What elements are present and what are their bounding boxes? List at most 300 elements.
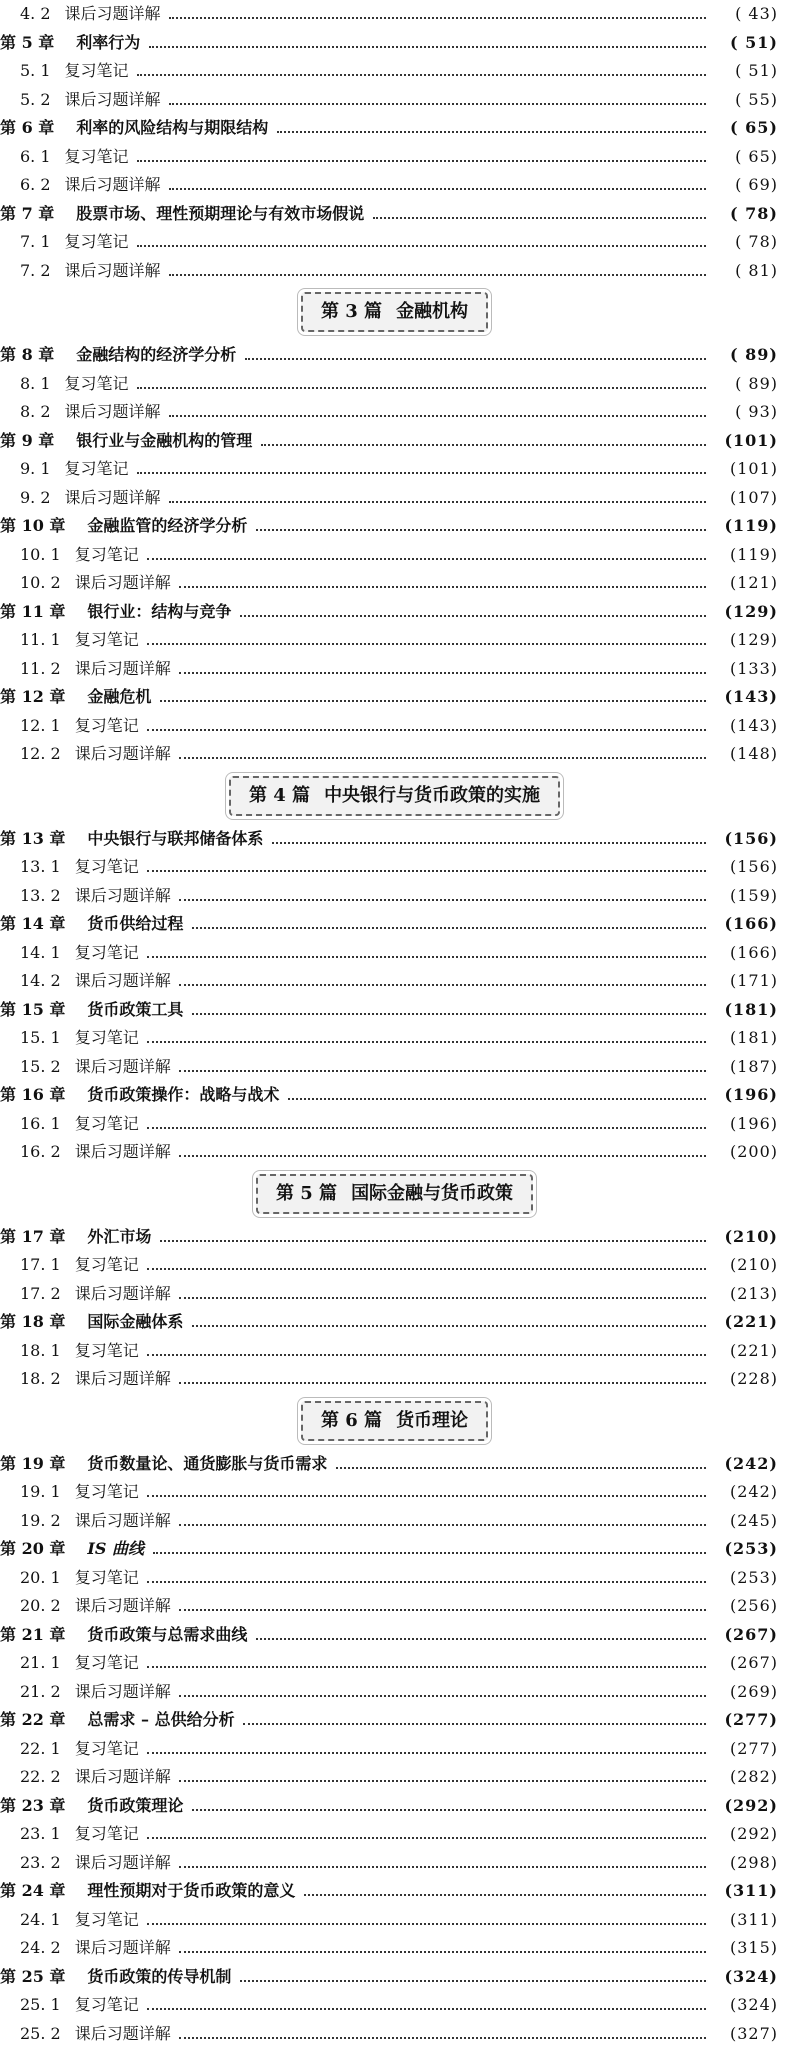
section-number: 5. 1 xyxy=(20,61,51,80)
leader-dots xyxy=(256,1621,706,1649)
page-number: ( 93) xyxy=(735,402,778,421)
page-number: (187) xyxy=(729,1056,778,1076)
toc-section-row[interactable] xyxy=(0,257,790,285)
entry-label xyxy=(0,143,129,171)
chapter-number: 第 17 章 xyxy=(0,1226,66,1246)
entry-label xyxy=(0,1081,279,1109)
toc-section-row[interactable] xyxy=(0,712,790,740)
entry-label xyxy=(0,1365,171,1393)
section-title: 复习笔记 xyxy=(74,857,139,876)
entry-label xyxy=(0,569,171,597)
leader-dots xyxy=(147,1564,706,1592)
toc-chapter-row[interactable] xyxy=(0,341,790,369)
chapter-title: 货币政策的传导机制 xyxy=(87,1966,232,1986)
entry-label xyxy=(0,1621,247,1649)
section-title: 课后习题详解 xyxy=(64,402,161,421)
section-number: 5. 2 xyxy=(20,89,51,109)
leader-dots xyxy=(179,882,706,910)
entry-label xyxy=(0,1280,171,1308)
section-number: 14. 1 xyxy=(20,942,61,962)
page-number: (242) xyxy=(724,1453,778,1473)
toc-section-row[interactable] xyxy=(0,1649,790,1677)
chapter-number: 第 5 章 xyxy=(0,32,55,52)
chapter-number: 第 13 章 xyxy=(0,828,66,848)
page-number: (315) xyxy=(729,1938,778,1957)
toc-chapter-row[interactable] xyxy=(0,1535,790,1563)
toc-chapter-row[interactable] xyxy=(0,200,790,228)
toc-section-row[interactable] xyxy=(0,86,790,114)
chapter-title: 金融结构的经济学分析 xyxy=(76,345,237,364)
toc-section-row[interactable] xyxy=(0,1934,790,1962)
chapter-title: 货币供给过程 xyxy=(87,914,184,933)
page-number: (210) xyxy=(724,1226,778,1246)
page-number: ( 89) xyxy=(735,373,778,393)
toc-section-row[interactable] xyxy=(0,939,790,967)
entry-label xyxy=(0,683,151,711)
leader-dots xyxy=(243,1706,706,1734)
section-number: 20. 1 xyxy=(20,1567,61,1587)
page-number: (245) xyxy=(729,1510,778,1530)
chapter-number: 第 9 章 xyxy=(0,430,55,450)
section-number: 19. 1 xyxy=(20,1482,61,1501)
toc-chapter-row[interactable] xyxy=(0,1450,790,1478)
entry-label xyxy=(0,598,231,626)
toc-chapter-row[interactable] xyxy=(0,683,790,711)
chapter-title: 总需求 – 总供给分析 xyxy=(87,1710,235,1729)
section-title: 复习笔记 xyxy=(64,373,129,393)
chapter-title: 银行业：结构与竞争 xyxy=(87,601,232,621)
page-number: ( 89) xyxy=(730,345,778,364)
leader-dots xyxy=(179,2020,706,2048)
page-number: (143) xyxy=(729,715,778,735)
page-number: (277) xyxy=(724,1710,778,1729)
section-title: 课后习题详解 xyxy=(74,1056,171,1076)
section-number: 13. 1 xyxy=(20,857,61,876)
leader-dots xyxy=(261,427,706,455)
leader-dots xyxy=(169,484,706,512)
leader-dots xyxy=(256,512,706,540)
toc-chapter-row[interactable] xyxy=(0,1963,790,1991)
chapter-title: 银行业与金融机构的管理 xyxy=(76,430,253,450)
section-title: 复习笔记 xyxy=(64,61,129,80)
entry-label xyxy=(0,626,139,654)
chapter-number: 第 6 章 xyxy=(0,118,55,137)
part-heading xyxy=(0,1401,790,1443)
leader-dots xyxy=(169,257,706,285)
section-number: 18. 2 xyxy=(20,1369,61,1388)
section-title: 课后习题详解 xyxy=(74,971,171,990)
page-number: (282) xyxy=(729,1767,778,1786)
toc-section-row[interactable] xyxy=(0,228,790,256)
section-title: 复习笔记 xyxy=(74,1995,139,2014)
section-title: 课后习题详解 xyxy=(64,89,161,109)
page-number: (119) xyxy=(729,544,778,564)
toc-section-row[interactable] xyxy=(0,1849,790,1877)
page-number: (221) xyxy=(724,1312,778,1331)
section-title: 复习笔记 xyxy=(64,146,129,166)
page-number: (181) xyxy=(724,999,778,1019)
toc-section-row[interactable] xyxy=(0,1678,790,1706)
toc-chapter-row[interactable] xyxy=(0,427,790,455)
part-heading xyxy=(0,776,790,818)
section-number: 25. 2 xyxy=(20,2023,61,2043)
toc-section-row[interactable] xyxy=(0,882,790,910)
entry-label xyxy=(0,1849,171,1877)
entry-label xyxy=(0,1678,171,1706)
toc-section-row[interactable] xyxy=(0,541,790,569)
leader-dots xyxy=(272,825,706,853)
leader-dots xyxy=(137,370,706,398)
leader-dots xyxy=(147,712,706,740)
page-number: (221) xyxy=(729,1340,778,1360)
entry-label xyxy=(0,370,129,398)
entry-label xyxy=(0,114,268,142)
toc-section-row[interactable] xyxy=(0,1763,790,1791)
section-number: 22. 2 xyxy=(20,1767,61,1786)
toc-section-row[interactable] xyxy=(0,484,790,512)
toc-section-row[interactable] xyxy=(0,1024,790,1052)
part-number: 第 4 篇 xyxy=(249,784,311,806)
entry-label xyxy=(0,171,161,199)
leader-dots xyxy=(288,1081,706,1109)
toc-section-row[interactable] xyxy=(0,1110,790,1138)
chapter-title: 外汇市场 xyxy=(87,1226,152,1246)
leader-dots xyxy=(245,341,706,369)
leader-dots xyxy=(179,1763,706,1791)
entry-label xyxy=(0,427,252,455)
leader-dots xyxy=(240,598,706,626)
section-number: 8. 1 xyxy=(20,373,51,393)
leader-dots xyxy=(147,939,706,967)
toc-chapter-row[interactable] xyxy=(0,1081,790,1109)
leader-dots xyxy=(169,398,706,426)
leader-dots xyxy=(160,1223,706,1251)
toc-section-row[interactable] xyxy=(0,398,790,426)
page-number: (156) xyxy=(729,857,778,876)
toc-chapter-row[interactable] xyxy=(0,598,790,626)
entry-label xyxy=(0,1507,171,1535)
toc-section-row[interactable] xyxy=(0,740,790,768)
leader-dots xyxy=(160,683,706,711)
leader-dots xyxy=(147,1337,706,1365)
chapter-number: 第 15 章 xyxy=(0,999,66,1019)
leader-dots xyxy=(336,1450,706,1478)
part-number: 第 3 篇 xyxy=(321,301,383,322)
leader-dots xyxy=(147,1478,706,1506)
leader-dots xyxy=(192,1308,706,1336)
toc-section-row[interactable] xyxy=(0,455,790,483)
page-number: (129) xyxy=(724,601,778,621)
entry-label xyxy=(0,1763,171,1791)
chapter-title: 金融危机 xyxy=(87,687,152,706)
leader-dots xyxy=(192,996,706,1024)
leader-dots xyxy=(147,1735,706,1763)
page-number: ( 78) xyxy=(730,203,778,223)
toc-section-row[interactable] xyxy=(0,1138,790,1166)
section-title: 课后习题详解 xyxy=(74,1142,171,1161)
page-number: (327) xyxy=(729,2023,778,2043)
toc-section-row[interactable] xyxy=(0,1564,790,1592)
toc-section-row[interactable] xyxy=(0,1053,790,1081)
toc-section-row[interactable] xyxy=(0,626,790,654)
entry-label xyxy=(0,1906,139,1934)
page-number: (256) xyxy=(729,1596,778,1615)
leader-dots xyxy=(169,171,706,199)
page-number: (119) xyxy=(724,516,778,535)
section-title: 课后习题详解 xyxy=(74,1369,171,1388)
part-heading-box xyxy=(256,1174,533,1214)
page-number: (143) xyxy=(724,687,778,706)
part-heading-box xyxy=(229,776,560,816)
entry-label xyxy=(0,967,171,995)
page-number: (166) xyxy=(724,914,778,933)
section-number: 24. 1 xyxy=(20,1909,61,1929)
page-number: ( 51) xyxy=(735,61,778,80)
page-number: (311) xyxy=(724,1881,778,1900)
toc-section-row[interactable] xyxy=(0,57,790,85)
entry-label xyxy=(0,0,161,28)
page-number: (267) xyxy=(729,1653,778,1672)
entry-label xyxy=(0,996,183,1024)
entry-label xyxy=(0,939,139,967)
section-number: 25. 1 xyxy=(20,1995,61,2014)
toc-section-row[interactable] xyxy=(0,1280,790,1308)
chapter-number: 第 25 章 xyxy=(0,1966,66,1986)
section-title: 复习笔记 xyxy=(74,1653,139,1672)
section-number: 13. 2 xyxy=(20,885,61,905)
toc-section-row[interactable] xyxy=(0,1906,790,1934)
section-title: 复习笔记 xyxy=(74,1909,139,1929)
toc-chapter-row[interactable] xyxy=(0,29,790,57)
page-number: (148) xyxy=(729,744,778,763)
page-number: (101) xyxy=(729,459,778,478)
page-number: (181) xyxy=(729,1028,778,1047)
toc-chapter-row[interactable] xyxy=(0,1706,790,1734)
page-number: (196) xyxy=(724,1085,778,1104)
toc-chapter-row[interactable] xyxy=(0,1621,790,1649)
entry-label xyxy=(0,1478,139,1506)
chapter-title: 货币政策操作：战略与战术 xyxy=(87,1085,280,1104)
entry-label xyxy=(0,1138,171,1166)
toc-section-row[interactable] xyxy=(0,1991,790,2019)
leader-dots xyxy=(149,29,706,57)
section-title: 复习笔记 xyxy=(74,1340,139,1360)
toc-section-row[interactable] xyxy=(0,1478,790,1506)
toc-section-row[interactable] xyxy=(0,655,790,683)
toc-chapter-row[interactable] xyxy=(0,512,790,540)
entry-label xyxy=(0,1251,139,1279)
entry-label xyxy=(0,1649,139,1677)
chapter-title: 货币政策与总需求曲线 xyxy=(87,1624,248,1644)
chapter-number: 第 24 章 xyxy=(0,1881,66,1900)
toc-chapter-row[interactable] xyxy=(0,825,790,853)
section-number: 6. 1 xyxy=(20,146,51,166)
section-number: 14. 2 xyxy=(20,971,61,990)
toc-chapter-row[interactable] xyxy=(0,910,790,938)
leader-dots xyxy=(179,1138,706,1166)
chapter-number: 第 22 章 xyxy=(0,1710,66,1729)
entry-label xyxy=(0,86,161,114)
section-title: 复习笔记 xyxy=(74,1028,139,1047)
toc-section-row[interactable] xyxy=(0,1251,790,1279)
page-number: (196) xyxy=(729,1113,778,1133)
page-number: (269) xyxy=(729,1681,778,1701)
section-number: 10. 2 xyxy=(20,573,61,592)
toc-section-row[interactable] xyxy=(0,1592,790,1620)
leader-dots xyxy=(137,455,706,483)
toc-section-row[interactable] xyxy=(0,1337,790,1365)
entry-label xyxy=(0,398,161,426)
leader-dots xyxy=(304,1877,706,1905)
toc-section-row[interactable] xyxy=(0,143,790,171)
toc-section-row[interactable] xyxy=(0,2020,790,2048)
section-number: 11. 1 xyxy=(20,630,61,649)
toc-chapter-row[interactable] xyxy=(0,114,790,142)
page-number: (324) xyxy=(729,1995,778,2014)
entry-label xyxy=(0,825,263,853)
leader-dots xyxy=(147,626,706,654)
section-title: 复习笔记 xyxy=(74,630,139,649)
chapter-title: 利率的风险结构与期限结构 xyxy=(76,118,269,137)
chapter-number: 第 20 章 xyxy=(0,1539,66,1558)
part-title: 中央银行与货币政策的实施 xyxy=(324,784,541,806)
entry-label xyxy=(0,1564,139,1592)
entry-label xyxy=(0,455,129,483)
part-number: 第 6 篇 xyxy=(321,1409,383,1431)
section-title: 复习笔记 xyxy=(74,1824,139,1843)
toc-chapter-row[interactable] xyxy=(0,1223,790,1251)
section-number: 24. 2 xyxy=(20,1938,61,1957)
leader-dots xyxy=(137,228,706,256)
chapter-number: 第 10 章 xyxy=(0,516,66,535)
section-number: 12. 1 xyxy=(20,715,61,735)
section-title: 课后习题详解 xyxy=(64,175,161,194)
toc-chapter-row[interactable] xyxy=(0,1308,790,1336)
entry-label xyxy=(0,228,129,256)
leader-dots xyxy=(169,86,706,114)
page-number: ( 69) xyxy=(735,175,778,194)
toc-section-row[interactable] xyxy=(0,0,790,28)
section-number: 22. 1 xyxy=(20,1738,61,1758)
leader-dots xyxy=(179,1678,706,1706)
leader-dots xyxy=(147,1906,706,1934)
toc-section-row[interactable] xyxy=(0,1507,790,1535)
page-number: (311) xyxy=(729,1909,778,1929)
section-number: 10. 1 xyxy=(20,544,61,564)
entry-label xyxy=(0,1110,139,1138)
chapter-number: 第 7 章 xyxy=(0,203,55,223)
entry-label xyxy=(0,655,171,683)
section-number: 16. 2 xyxy=(20,1142,61,1161)
leader-dots xyxy=(147,1251,706,1279)
section-number: 19. 2 xyxy=(20,1510,61,1530)
page-number: (253) xyxy=(729,1567,778,1587)
page-number: (228) xyxy=(729,1369,778,1388)
section-title: 复习笔记 xyxy=(74,544,139,564)
leader-dots xyxy=(179,1507,706,1535)
toc-section-row[interactable] xyxy=(0,171,790,199)
section-title: 复习笔记 xyxy=(64,232,129,251)
section-number: 20. 2 xyxy=(20,1596,61,1615)
toc-section-row[interactable] xyxy=(0,569,790,597)
leader-dots xyxy=(169,0,706,28)
page-number: ( 43) xyxy=(735,4,778,23)
toc-section-row[interactable] xyxy=(0,1735,790,1763)
leader-dots xyxy=(179,569,706,597)
entry-label xyxy=(0,1706,235,1734)
section-title: 复习笔记 xyxy=(64,459,129,478)
section-title: 课后习题详解 xyxy=(74,573,171,592)
section-title: 复习笔记 xyxy=(74,1482,139,1501)
entry-label xyxy=(0,1053,171,1081)
page-number: (324) xyxy=(724,1966,778,1986)
toc-section-row[interactable] xyxy=(0,967,790,995)
leader-dots xyxy=(192,1792,706,1820)
leader-dots xyxy=(192,910,706,938)
entry-label xyxy=(0,1223,151,1251)
toc-section-row[interactable] xyxy=(0,853,790,881)
section-title: 课后习题详解 xyxy=(74,1681,171,1701)
leader-dots xyxy=(179,1280,706,1308)
entry-label xyxy=(0,1963,231,1991)
part-heading xyxy=(0,292,790,334)
section-title: 复习笔记 xyxy=(74,1113,139,1133)
page-number: ( 65) xyxy=(735,146,778,166)
page-number: ( 78) xyxy=(735,232,778,251)
section-title: 课后习题详解 xyxy=(64,487,161,507)
entry-label xyxy=(0,257,161,285)
section-title: 课后习题详解 xyxy=(74,744,171,763)
toc-chapter-row[interactable] xyxy=(0,1792,790,1820)
leader-dots xyxy=(137,143,706,171)
part-title: 货币理论 xyxy=(396,1409,469,1431)
chapter-number: 第 18 章 xyxy=(0,1312,66,1331)
leader-dots xyxy=(147,1649,706,1677)
chapter-title: IS 曲线 xyxy=(87,1539,145,1558)
chapter-number: 第 23 章 xyxy=(0,1795,66,1815)
toc-section-row[interactable] xyxy=(0,1820,790,1848)
page-number: (133) xyxy=(729,658,778,678)
page-number: (242) xyxy=(729,1482,778,1501)
section-number: 8. 2 xyxy=(20,402,51,421)
page-number: (292) xyxy=(729,1824,778,1843)
page-number: (121) xyxy=(729,573,778,592)
leader-dots xyxy=(277,114,706,142)
leader-dots xyxy=(147,1820,706,1848)
entry-label xyxy=(0,853,139,881)
part-title: 国际金融与货币政策 xyxy=(351,1182,514,1204)
toc-section-row[interactable] xyxy=(0,1365,790,1393)
section-number: 21. 2 xyxy=(20,1681,61,1701)
chapter-title: 货币政策理论 xyxy=(87,1795,184,1815)
toc-chapter-row[interactable] xyxy=(0,1877,790,1905)
section-number: 23. 2 xyxy=(20,1852,61,1872)
toc-section-row[interactable] xyxy=(0,370,790,398)
section-number: 17. 1 xyxy=(20,1255,61,1274)
part-number: 第 5 篇 xyxy=(276,1182,338,1204)
leader-dots xyxy=(179,1849,706,1877)
page-number: (156) xyxy=(724,828,778,848)
toc-chapter-row[interactable] xyxy=(0,996,790,1024)
section-title: 课后习题详解 xyxy=(74,1767,171,1786)
leader-dots xyxy=(147,1991,706,2019)
section-title: 课后习题详解 xyxy=(64,4,161,23)
page-number: (292) xyxy=(724,1795,778,1815)
entry-label xyxy=(0,1934,171,1962)
page-number: (101) xyxy=(724,430,778,450)
leader-dots xyxy=(179,1053,706,1081)
chapter-number: 第 14 章 xyxy=(0,914,66,933)
